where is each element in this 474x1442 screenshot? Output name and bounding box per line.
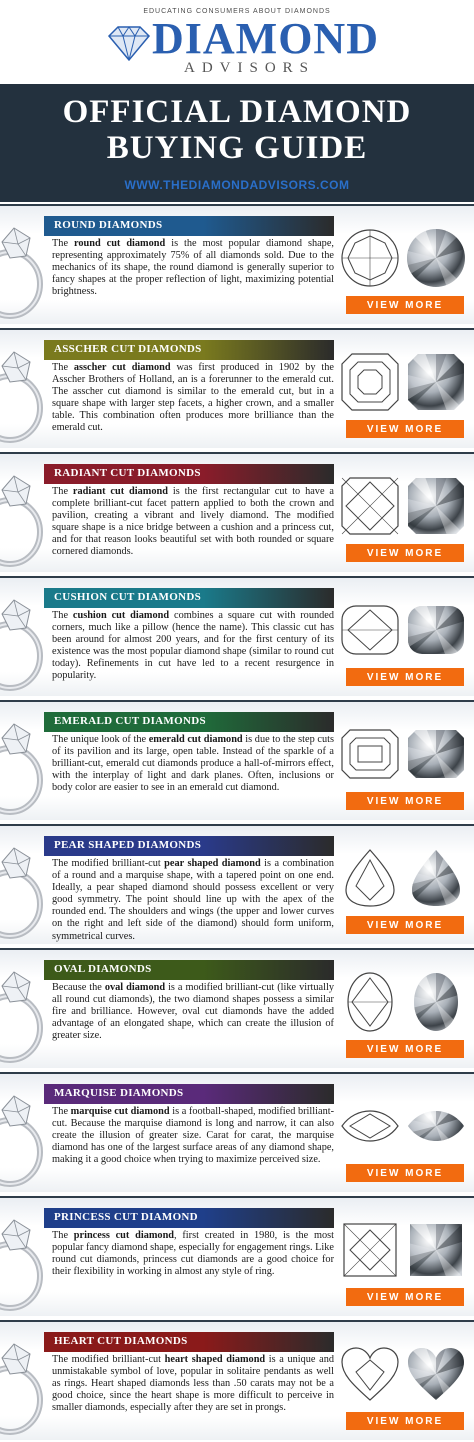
section-marquise (0, 1072, 474, 1192)
description-body: is due to the step cuts of its pavilion and its large, open table. Instead of the sparkle of a brilliant-cut, emerald cut diamonds produce a hall-of-mirrors effect, with the interplay of light and dark planes. Often, inclusions or body color are easier to see in an emerald cut diamond. (52, 734, 334, 794)
section-title-bar (44, 340, 334, 360)
princess-outline-icon (338, 1218, 402, 1282)
description-keyword: oval diamond (104, 982, 166, 993)
princess-diamond-photo-icon (404, 1218, 468, 1282)
ring-icon (0, 210, 50, 322)
section-title: PRINCESS CUT DIAMOND (54, 1211, 198, 1223)
view-more-button[interactable]: VIEW MORE (346, 544, 464, 562)
cushion-diamond-photo-icon (404, 598, 468, 662)
header (0, 0, 474, 84)
section-title: EMERALD CUT DIAMONDS (54, 715, 206, 727)
view-more-button[interactable]: VIEW MORE (346, 1288, 464, 1306)
section-title-bar (44, 464, 334, 484)
section-description (52, 1354, 334, 1414)
ring-icon (0, 830, 50, 942)
description-lead: Because the (52, 982, 105, 993)
section-title-bar (44, 1208, 334, 1228)
section-divider (0, 204, 474, 206)
asscher-outline-icon (338, 350, 402, 414)
section-title-bar (44, 836, 334, 856)
view-more-button[interactable]: VIEW MORE (346, 1412, 464, 1430)
section-divider (0, 948, 474, 950)
description-lead: The (52, 1106, 71, 1117)
section-description (52, 486, 334, 559)
section-asscher (0, 328, 474, 448)
view-more-button[interactable]: VIEW MORE (346, 916, 464, 934)
pear-outline-icon (338, 846, 402, 910)
cushion-outline-icon (338, 598, 402, 662)
section-description (52, 610, 334, 683)
heart-diamond-photo-icon (404, 1342, 468, 1406)
view-more-button[interactable]: VIEW MORE (346, 1040, 464, 1058)
ring-icon (0, 458, 50, 570)
section-title: HEART CUT DIAMONDS (54, 1335, 188, 1347)
description-body: is a modified brilliant-cut (like virtually all round cut diamonds), the two diamond shapes possess a similar fire and brilliance. However, oval cut diamonds have the added advantage of an elongated shape, which can create the illusion of greater size. (52, 982, 334, 1042)
description-lead: The (52, 1230, 74, 1241)
description-lead: The (52, 238, 74, 249)
asscher-diamond-photo-icon (404, 350, 468, 414)
section-description (52, 858, 334, 943)
section-divider (0, 824, 474, 826)
section-description (52, 238, 334, 298)
section-title-bar (44, 960, 334, 980)
ring-icon (0, 334, 50, 446)
section-divider (0, 576, 474, 578)
ring-icon (0, 1326, 50, 1438)
section-title: OVAL DIAMONDS (54, 963, 152, 975)
section-emerald (0, 700, 474, 820)
section-title-bar (44, 1332, 334, 1352)
marquise-diamond-photo-icon (404, 1094, 468, 1158)
heart-outline-icon (338, 1342, 402, 1406)
radiant-diamond-photo-icon (404, 474, 468, 538)
description-keyword: asscher cut diamond (73, 362, 171, 373)
page-title-line-1: OFFICIAL DIAMOND (62, 94, 412, 130)
description-body: is a unique and unmistakable symbol of love, popular in solitaire pendants as well as rings. Heart shaped diamonds less than .50 carats may not be a good choice, since the heart shape is more difficult to perceive in smaller diamonds, especially after they are set in prongs. (52, 1354, 334, 1414)
section-cushion (0, 576, 474, 696)
logo-subtitle: ADVISORS (184, 60, 316, 76)
section-description (52, 1230, 334, 1278)
description-lead: The (52, 362, 74, 373)
section-round (0, 204, 474, 324)
description-keyword: heart shaped diamond (164, 1354, 266, 1365)
description-keyword: marquise cut diamond (70, 1106, 170, 1117)
section-radiant (0, 452, 474, 572)
view-more-button[interactable]: VIEW MORE (346, 668, 464, 686)
round-outline-icon (338, 226, 402, 290)
section-title-bar (44, 216, 334, 236)
view-more-button[interactable]: VIEW MORE (346, 1164, 464, 1182)
round-diamond-photo-icon (404, 226, 468, 290)
description-lead: The modified brilliant-cut (52, 1354, 165, 1365)
emerald-diamond-photo-icon (404, 722, 468, 786)
section-description (52, 1106, 334, 1166)
section-title: RADIANT CUT DIAMONDS (54, 467, 201, 479)
description-keyword: emerald cut diamond (148, 734, 243, 745)
pear-diamond-photo-icon (404, 846, 468, 910)
description-body: was first produced in 1902 by the Asscher Brothers of Holland, an is a forerunner to the emerald cut. The asscher cut diamond is similar to the emerald cut, but in a square shape with larger step facets, a higher crown, and a smaller table. This combination often produces more brilliance than the emerald cut. (52, 362, 334, 434)
section-title: ROUND DIAMONDS (54, 219, 163, 231)
section-title: ASSCHER CUT DIAMONDS (54, 343, 202, 355)
description-body: , first created in 1980, is the most popular fancy diamond shape, especially for engagement rings. Like round cut diamonds, princess cut diamonds are a good choice for their flexibility in working in almost any style of ring. (52, 1230, 334, 1278)
section-title: PEAR SHAPED DIAMONDS (54, 839, 202, 851)
section-pear (0, 824, 474, 944)
ring-icon (0, 582, 50, 694)
website-link[interactable]: WWW.THEDIAMONDADVISORS.COM (124, 178, 350, 192)
description-keyword: cushion cut diamond (72, 610, 170, 621)
ring-icon (0, 954, 50, 1066)
section-oval (0, 948, 474, 1068)
description-body: is the most popular diamond shape, representing approximately 75% of all diamonds sold. Due to the mechanics of its shape, the round diamond is generally superior to fancy shapes at the proper reflection of light, maximizing potential brightness. (52, 238, 334, 298)
oval-outline-icon (338, 970, 402, 1034)
radiant-outline-icon (338, 474, 402, 538)
section-title: CUSHION CUT DIAMONDS (54, 591, 201, 603)
description-body: is the first rectangular cut to have a complete brilliant-cut facet pattern applied to both the crown and pavilion, creating a vibrant and lively diamond. The modified square shape is a nice bridge between a cushion and a princess cut, and for that reason looks beautiful set with both rounded or square cornered diamonds. (52, 486, 334, 558)
diamond-logo-icon (106, 24, 152, 62)
ring-icon (0, 1202, 50, 1314)
section-divider (0, 1320, 474, 1322)
description-keyword: radiant cut diamond (72, 486, 168, 497)
section-description (52, 734, 334, 794)
view-more-button[interactable]: VIEW MORE (346, 420, 464, 438)
emerald-outline-icon (338, 722, 402, 786)
section-divider (0, 1072, 474, 1074)
section-description (52, 982, 334, 1042)
section-heart (0, 1320, 474, 1440)
section-divider (0, 452, 474, 454)
description-lead: The modified brilliant-cut (52, 858, 165, 869)
section-title: MARQUISE DIAMONDS (54, 1087, 184, 1099)
oval-diamond-photo-icon (404, 970, 468, 1034)
view-more-button[interactable]: VIEW MORE (346, 792, 464, 810)
description-lead: The unique look of the (52, 734, 149, 745)
description-lead: The (52, 486, 73, 497)
description-body: is a football-shaped, modified brilliant-cut. Because the marquise diamond is long and narrow, it can also create the illusion of greater size. Carat for carat, the marquise diamond has one of the largest surface areas of any diamond shape, making it a good choice when trying to maximize perceived size. (52, 1106, 335, 1166)
description-body: combines a square cut with rounded corners, much like a pillow (hence the name). This classic cut has been around for almost 200 years, and for the first century of its existence was the most popular diamond shape (similar to round cut today). Refinements in cut have led to a recent resurgence in popularity. (52, 610, 334, 682)
section-divider (0, 328, 474, 330)
description-keyword: pear shaped diamond (164, 858, 261, 869)
description-body: is a combination of a round and a marquise shape, with a tapered point on one end. Ideally, a pear shaped diamond should possess excellent or very good symmetry. The point should line up with the apex of the rounded end. The shoulders and wings (the upper and lower curves on the right and left side of the diamond) should form uniform, symmetrical curves. (52, 858, 334, 942)
logo-wordmark: DIAMOND (152, 14, 379, 63)
tagline: EDUCATING CONSUMERS ABOUT DIAMONDS (143, 8, 331, 15)
section-description (52, 362, 334, 435)
description-keyword: princess cut diamond (73, 1230, 175, 1241)
page-title-line-2: BUYING GUIDE (106, 130, 368, 166)
view-more-button[interactable]: VIEW MORE (346, 296, 464, 314)
section-divider (0, 700, 474, 702)
ring-icon (0, 1078, 50, 1190)
description-keyword: round cut diamond (73, 238, 166, 249)
section-title-bar (44, 588, 334, 608)
section-title-bar (44, 712, 334, 732)
ring-icon (0, 706, 50, 818)
section-title-bar (44, 1084, 334, 1104)
description-lead: The (52, 610, 73, 621)
section-princess (0, 1196, 474, 1316)
section-divider (0, 1196, 474, 1198)
marquise-outline-icon (338, 1094, 402, 1158)
